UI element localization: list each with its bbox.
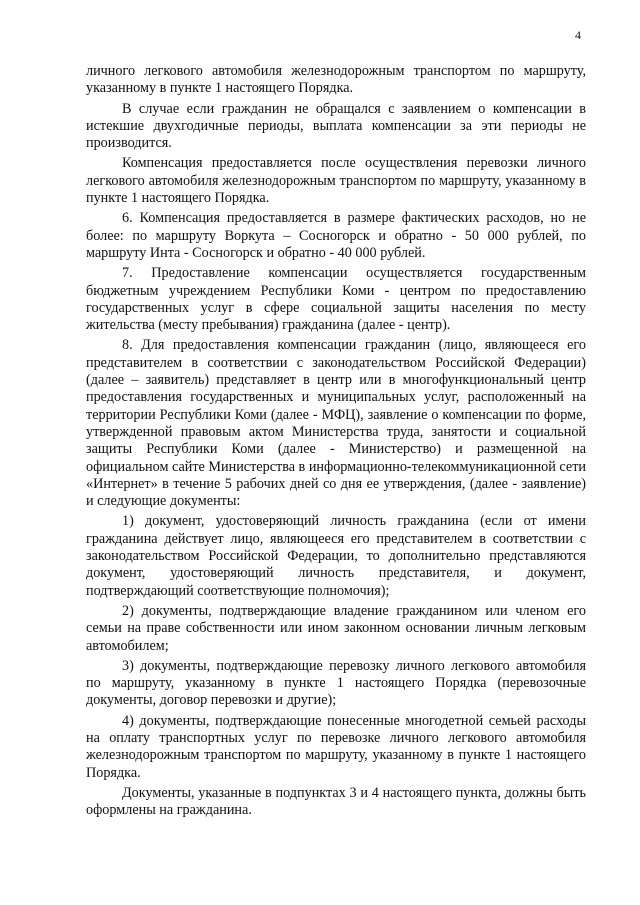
paragraph-item-6: 6. Компенсация предоставляется в размере фактических расходов, но не более: по маршруту Воркута – Сосногорск и обратно - 50 000 рублей, по маршруту Инта - Сосногорск и обратно - 40 000 рублей. — [86, 210, 586, 261]
paragraph-subitem-2: 2) документы, подтверждающие владение гражданином или членом его семьи на праве собственности или ином законном основании личным легковым автомобилем; — [86, 602, 586, 654]
paragraph-subitem-4: 4) документы, подтверждающие понесенные многодетной семьей расходы на оплату транспортных услуг по перевозке личного легкового автомобиля железнодорожным транспортом по маршруту, указанному в пункте 1 настоящего Порядка. — [86, 712, 586, 781]
paragraph-documents-note: Документы, указанные в подпунктах 3 и 4 настоящего пункта, должны быть оформлены на гражданина. — [86, 784, 586, 819]
paragraph-no-application: В случае если гражданин не обращался с заявлением о компенсации в истекшие двухгодичные периоды, выплата компенсации за эти периоды не производится. — [86, 100, 586, 152]
paragraph-item-7: 7. Предоставление компенсации осуществляется государственным бюджетным учреждением Республики Коми - центром по предоставлению государственных услуг в сфере социальной защиты населения по месту жительства (месту пребывания) гражданина (далее - центр). — [86, 265, 586, 334]
page-number: 4 — [575, 28, 581, 42]
paragraph-subitem-1: 1) документ, удостоверяющий личность гражданина (если от имени гражданина действует лицо, являющееся его представителем в соответствии с законодательством Российской Федерации, то дополнительно представляются документ, удостоверяющий личность представителя, и документ, подтверждающий соответствующие полномочия); — [86, 513, 586, 599]
paragraph-compensation-after-transport: Компенсация предоставляется после осуществления перевозки личного легкового автомобиля железнодорожным транспортом по маршруту, указанному в пункте 1 настоящего Порядка. — [86, 155, 586, 207]
paragraph-item-8: 8. Для предоставления компенсации гражданин (лицо, являющееся его представителем в соответствии с законодательством Российской Федерации) (далее – заявитель) представляет в центр или в многофункциональный центр предоставления государственных и муниципальных услуг, расположенный на территории Республики Коми (далее - МФЦ), заявление о компенсации по форме, утвержденной правовым актом Министерства труда, занятости и социальной защиты Республики Коми (далее - Министерство) и размещенной на официальном сайте Министерства в информационно-телекоммуникационной сети «Интернет» в течение 5 рабочих дней со дня ее утверждения, (далее - заявление) и следующие документы: — [86, 337, 586, 510]
document-body — [86, 63, 586, 819]
paragraph-continuation: личного легкового автомобиля железнодорожным транспортом по маршруту, указанному в пункте 1 настоящего Порядка. — [86, 63, 586, 97]
paragraph-subitem-3: 3) документы, подтверждающие перевозку личного легкового автомобиля по маршруту, указанному в пункте 1 настоящего Порядка (перевозочные документы, договор перевозки и другие); — [86, 657, 586, 709]
